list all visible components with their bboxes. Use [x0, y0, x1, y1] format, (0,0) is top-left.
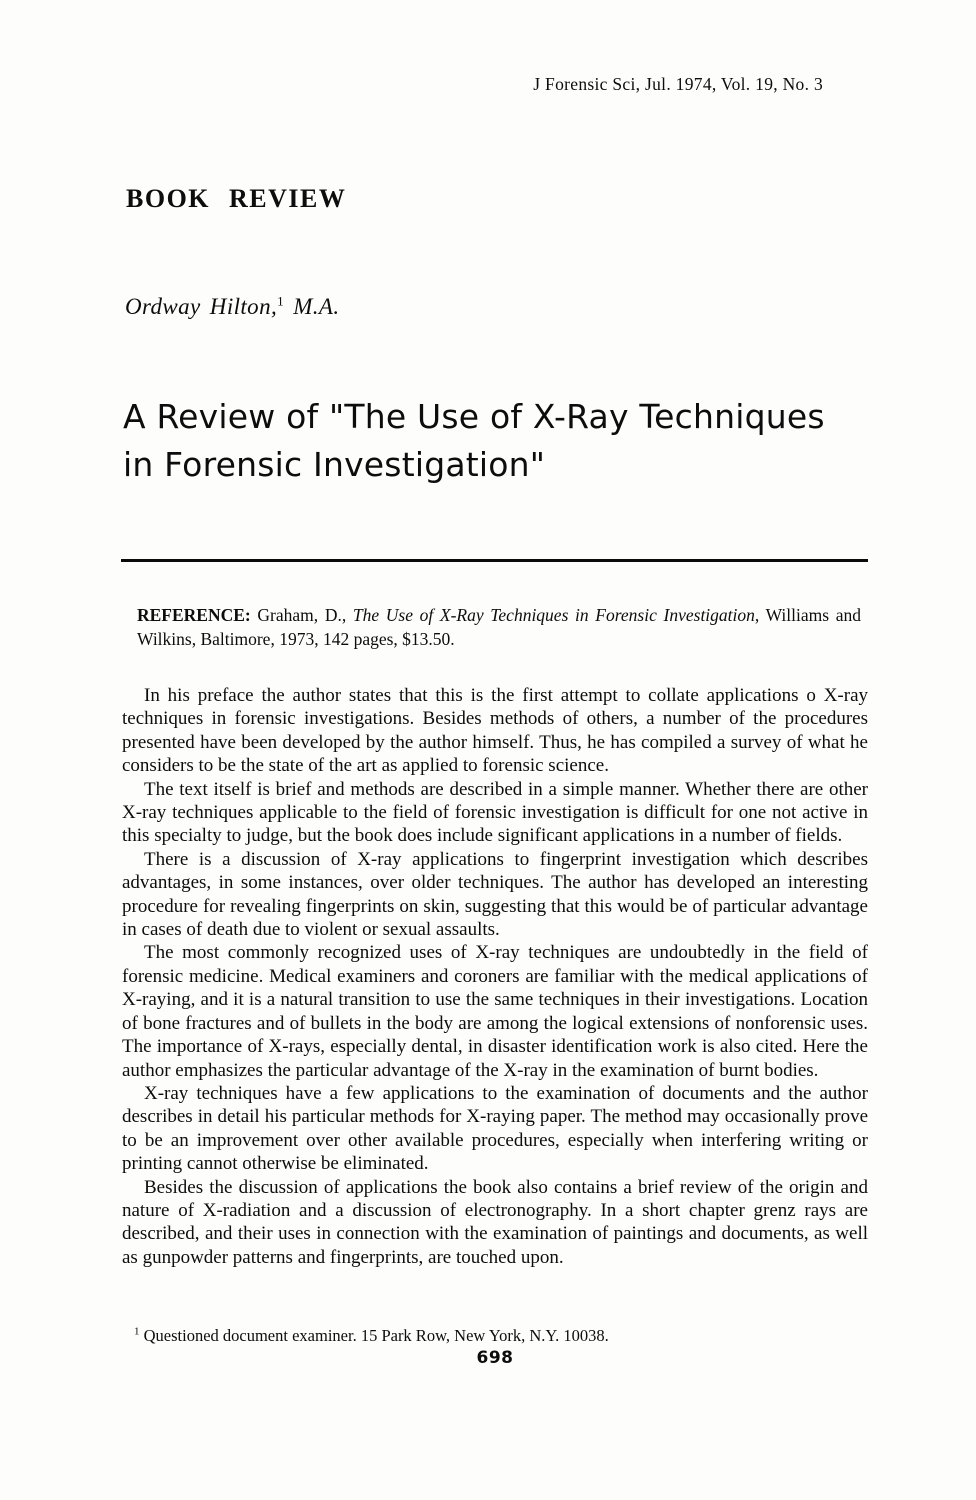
reference-entry — [137, 604, 861, 651]
article-title — [123, 393, 869, 489]
reference-authors: Graham, D., — [250, 605, 353, 625]
article-body — [122, 684, 868, 1269]
reference-publisher: , Williams and Wilkins, Baltimore, 1973, 142 pages, $13.50. — [137, 605, 861, 649]
footnote — [134, 1326, 864, 1346]
body-paragraph: The most commonly recognized uses of X-ray techniques are undoubtedly in the field of forensic medicine. Medical examiners and coroners are familiar with the medical applications of X-raying, and it is a natural transition to use the same techniques in their investigations. Location of bone fractures and of bullets in the body are among the logical extensions of nonforensic uses. The importance of X-rays, especially dental, in disaster identification work is also cited. Here the author emphasizes the particular advantage of the X-ray in the examination of burnt bodies. — [122, 942, 868, 1081]
author-degree: M.A. — [293, 294, 340, 319]
reference-label: REFERENCE: — [137, 605, 251, 625]
journal-header: J Forensic Sci, Jul. 1974, Vol. 19, No. 3 — [533, 74, 823, 94]
footnote-text: Questioned document examiner. 15 Park Row, New York, N.Y. 10038. — [143, 1326, 609, 1345]
page-number: 698 — [476, 1348, 514, 1368]
author-footnote-mark: 1 — [277, 293, 285, 309]
section-heading: BOOK REVIEW — [126, 184, 347, 213]
reference-book-title: The Use of X-Ray Techniques in Forensic Investigation — [352, 605, 755, 625]
author-name: Ordway Hilton, — [125, 294, 278, 319]
divider-rule — [121, 559, 868, 562]
footnote-mark: 1 — [134, 1325, 140, 1338]
body-paragraph: There is a discussion of X-ray applications to fingerprint investigation which describes advantages, in some instances, over older techniques. The author has developed an interesting procedure for revealing fingerprints on skin, suggesting that this would be of particular advantage in cases of death due to violent or sexual assaults. — [122, 848, 868, 941]
body-paragraph: X-ray techniques have a few applications to the examination of documents and the author describes in detail his particular methods for X-raying paper. The method may occasionally prove to be an improvement over other available procedures, especially when interfering writing or printing cannot otherwise be eliminated. — [122, 1082, 868, 1175]
body-paragraph: In his preface the author states that this is the first attempt to collate applications o X-ray techniques in forensic investigations. Besides methods of others, a number of the procedures presented have been developed by the author himself. Thus, he has compiled a survey of what he considers to be the state of the art as applied to forensic science. — [122, 685, 868, 777]
body-paragraph: The text itself is brief and methods are described in a simple manner. Whether there are other X-ray techniques applicable to the field of forensic investigation is difficult for one not active in this specialty to judge, but the book does include significant applications in a number of fields. — [122, 778, 868, 847]
article-title-line2: in Forensic Investigation" — [123, 445, 546, 484]
article-title-line1: A Review of "The Use of X-Ray Techniques — [123, 397, 825, 436]
body-paragraph: Besides the discussion of applications the book also contains a brief review of the origin and nature of X-radiation and a discussion of electronography. In a short chapter grenz rays are described, and their uses in connection with the examination of paintings and documents, as well as gunpowder patterns and fingerprints, are touched upon. — [122, 1176, 868, 1268]
byline — [125, 294, 340, 320]
